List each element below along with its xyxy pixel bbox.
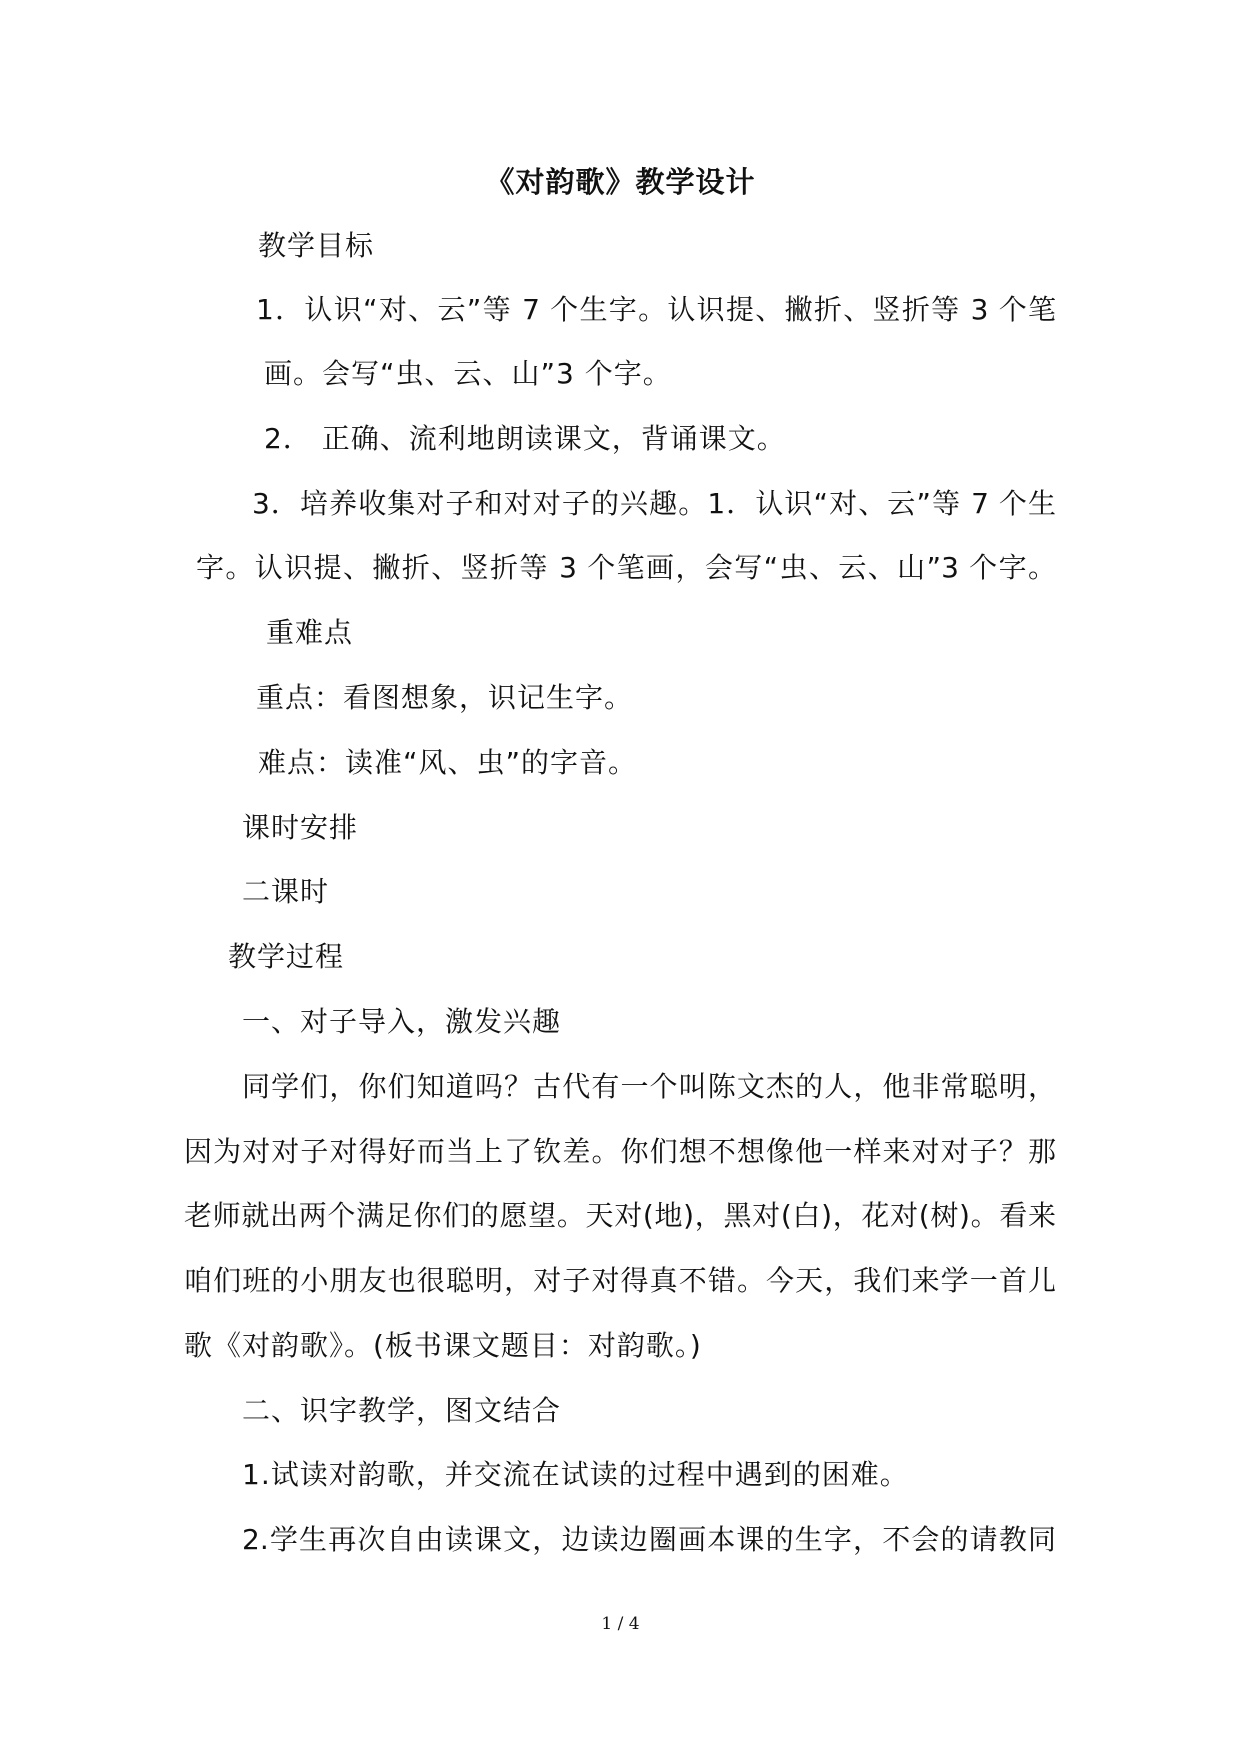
page-indicator: 1 / 4 — [601, 1614, 640, 1634]
section-1-heading: 一、对子导入，激发兴趣 — [242, 1005, 562, 1038]
goal-1-line-2: 画。会写“虫、云、山”3 个字。 — [264, 357, 672, 390]
section-2-heading: 二、识字教学，图文结合 — [242, 1394, 562, 1427]
goal-3-line-2: 字。认识提、撇折、竖折等 3 个笔画，会写“虫、云、山”3 个字。 — [196, 551, 1056, 584]
paragraph-1-line-2: 因为对对子对得好而当上了钦差。你们想不想像他一样来对对子？那 — [184, 1135, 1056, 1168]
heading-key-points: 重难点 — [266, 616, 354, 649]
heading-teaching-process: 教学过程 — [228, 940, 345, 973]
key-point: 重点：看图想象，识记生字。 — [256, 681, 634, 714]
heading-teaching-goals: 教学目标 — [258, 229, 375, 262]
step-1: 1.试读对韵歌，并交流在试读的过程中遇到的困难。 — [242, 1458, 909, 1491]
paragraph-1-line-1: 同学们，你们知道吗？古代有一个叫陈文杰的人，他非常聪明， — [242, 1070, 1056, 1103]
step-2-line-1: 2.学生再次自由读课文，边读边圈画本课的生字，不会的请教同 — [242, 1523, 1056, 1556]
schedule-value: 二课时 — [242, 875, 330, 908]
document-title: 《对韵歌》教学设计 — [485, 165, 756, 199]
paragraph-1-line-4: 咱们班的小朋友也很聪明，对子对得真不错。今天，我们来学一首儿 — [184, 1264, 1056, 1297]
goal-2: 2． 正确、流利地朗读课文，背诵课文。 — [264, 422, 786, 455]
difficult-point: 难点：读准“风、虫”的字音。 — [258, 746, 638, 779]
paragraph-1-line-5: 歌《对韵歌》。(板书课文题目：对韵歌。) — [184, 1329, 702, 1362]
goal-1-line-1: 1．认识“对、云”等 7 个生字。认识提、撇折、竖折等 3 个笔 — [256, 293, 1056, 326]
goal-3-line-1: 3．培养收集对子和对对子的兴趣。1．认识“对、云”等 7 个生 — [252, 487, 1056, 520]
heading-schedule: 课时安排 — [242, 811, 359, 844]
paragraph-1-line-3: 老师就出两个满足你们的愿望。天对(地)，黑对(白)，花对(树)。看来 — [184, 1199, 1056, 1232]
